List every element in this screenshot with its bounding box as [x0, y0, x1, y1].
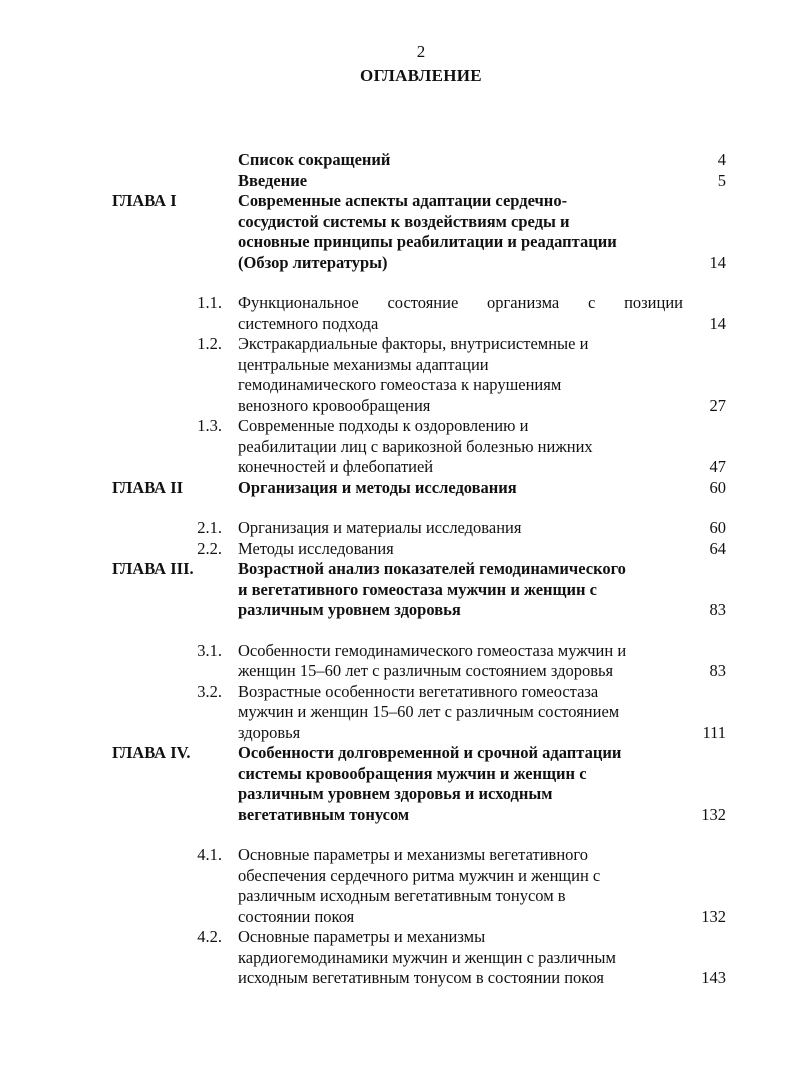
- entry-page-number: 83: [709, 600, 726, 619]
- chapter-label: ГЛАВА II: [112, 477, 184, 497]
- entry-title-line: Современные подходы к оздоровлению и: [238, 416, 529, 435]
- entry-title-line: гемодинамического гомеостаза к нарушениям: [238, 375, 562, 394]
- entry-title-line: системного подхода: [238, 313, 379, 333]
- entry-page-number: 143: [701, 968, 726, 987]
- entry-page-number: 5: [717, 170, 726, 190]
- entry-title-line: здоровья: [238, 722, 301, 742]
- toc-section-entry: [0, 416, 792, 478]
- chapter-label: ГЛАВА III.: [112, 559, 194, 578]
- entry-title-line: Организация и материалы исследования: [238, 518, 522, 537]
- entry-title-line: кардиогемодинамики мужчин и женщин с различным: [238, 947, 616, 967]
- entry-title: [238, 682, 683, 744]
- entry-title-line: обеспечения сердечного ритма мужчин и женщин с: [238, 865, 601, 885]
- entry-page-number: 47: [709, 457, 726, 476]
- entry-title-line: различным уровнем здоровья: [238, 600, 461, 619]
- entry-page-number: 60: [709, 518, 726, 537]
- entry-page-number: 132: [701, 804, 726, 824]
- entry-title-line: мужчин и женщин 15–60 лет с различным состоянием: [238, 702, 620, 721]
- entry-title: [238, 334, 683, 416]
- entry-title: [238, 293, 683, 334]
- entry-title-line: Современные аспекты адаптации сердечно-: [238, 191, 568, 210]
- section-number: 2.2.: [197, 538, 222, 558]
- toc-section-entry: [0, 293, 792, 334]
- toc-heading: ОГЛАВЛЕНИЕ: [360, 66, 482, 85]
- entry-title-line: системы кровообращения мужчин и женщин с: [238, 763, 587, 783]
- entry-page-number: 60: [709, 477, 726, 497]
- entry-title-line: Методы исследования: [238, 538, 394, 558]
- entry-page-number: 83: [709, 661, 726, 680]
- toc-chapter-entry: [0, 478, 792, 499]
- entry-title-line: Особенности долговременной и срочной адаптации: [238, 743, 622, 762]
- entry-title: [238, 845, 683, 927]
- entry-title: [238, 559, 683, 621]
- entry-title: [238, 191, 683, 273]
- entry-title-line: Возрастные особенности вегетативного гомеостаза: [238, 681, 599, 701]
- entry-title-line: конечностей и флебопатией: [238, 457, 434, 476]
- toc-section-entry: [0, 927, 792, 989]
- entry-title-line: Особенности гемодинамического гомеостаза мужчин и: [238, 640, 627, 660]
- toc-chapter-entry: [0, 191, 792, 273]
- entry-title-line: (Обзор литературы): [238, 252, 388, 272]
- entry-title-line: Функциональное состояние организма с позиции: [238, 293, 683, 312]
- entry-page-number: 111: [702, 722, 726, 742]
- chapter-label: ГЛАВА I: [112, 191, 177, 210]
- toc-section-entry: [0, 845, 792, 927]
- toc-section-entry: [0, 518, 792, 539]
- entry-title-line: основные принципы реабилитации и реадаптации: [238, 232, 617, 251]
- entry-title: [238, 743, 683, 825]
- entry-title-line: Организация и методы исследования: [238, 477, 517, 497]
- section-number: 2.1.: [197, 518, 222, 537]
- entry-title: [238, 927, 683, 989]
- entry-title: [238, 150, 683, 171]
- entry-title: [238, 518, 683, 539]
- entry-page-number: 64: [709, 538, 726, 558]
- entry-title: [238, 641, 683, 682]
- table-of-contents: [0, 150, 792, 989]
- entry-title-line: Основные параметры и механизмы: [238, 927, 486, 946]
- toc-section-entry: [0, 539, 792, 560]
- entry-title-line: венозного кровообращения: [238, 395, 431, 415]
- chapter-label: ГЛАВА IV.: [112, 743, 191, 762]
- entry-page-number: 14: [709, 252, 726, 272]
- entry-title-line: различным уровнем здоровья и исходным: [238, 784, 553, 803]
- entry-title: [238, 478, 683, 499]
- section-number: 1.2.: [197, 334, 222, 353]
- entry-title-line: состоянии покоя: [238, 906, 355, 926]
- toc-section-entry: [0, 334, 792, 416]
- entry-title: [238, 416, 683, 478]
- entry-title: [238, 171, 683, 192]
- entry-title-line: Экстракардиальные факторы, внутрисистемные и: [238, 334, 589, 353]
- entry-title-line: сосудистой системы к воздействиям среды и: [238, 211, 570, 231]
- entry-title-line: центральные механизмы адаптации: [238, 354, 489, 374]
- entry-title-line: Основные параметры и механизмы вегетативного: [238, 845, 589, 864]
- entry-page-number: 132: [701, 906, 726, 926]
- toc-section-entry: [0, 682, 792, 744]
- page-number: 2: [416, 42, 426, 61]
- toc-chapter-entry: [0, 743, 792, 825]
- section-number: 1.3.: [197, 416, 222, 435]
- entry-title-line: вегетативным тонусом: [238, 804, 410, 824]
- section-number: 1.1.: [197, 293, 222, 312]
- entry-title-line: исходным вегетативным тонусом в состоянии покоя: [238, 968, 605, 987]
- toc-entry: [0, 150, 792, 171]
- entry-page-number: 14: [709, 313, 726, 333]
- entry-title-line: Введение: [238, 170, 308, 190]
- toc-entry: [0, 171, 792, 192]
- entry-title-line: Возрастной анализ показателей гемодинамического: [238, 559, 626, 578]
- entry-title-line: и вегетативного гомеостаза мужчин и женщин с: [238, 579, 597, 599]
- entry-title-line: реабилитации лиц с варикозной болезнью нижних: [238, 436, 593, 456]
- section-number: 4.2.: [197, 927, 222, 946]
- entry-title-line: различным исходным вегетативным тонусом в: [238, 886, 566, 905]
- toc-chapter-entry: [0, 559, 792, 621]
- section-number: 4.1.: [197, 845, 222, 864]
- entry-page-number: 4: [717, 150, 726, 169]
- section-number: 3.1.: [197, 640, 222, 660]
- toc-section-entry: [0, 641, 792, 682]
- entry-title-line: женщин 15–60 лет с различным состоянием здоровья: [238, 661, 614, 680]
- section-number: 3.2.: [197, 681, 222, 701]
- entry-title-line: Список сокращений: [238, 150, 391, 169]
- entry-title: [238, 539, 683, 560]
- entry-page-number: 27: [709, 395, 726, 415]
